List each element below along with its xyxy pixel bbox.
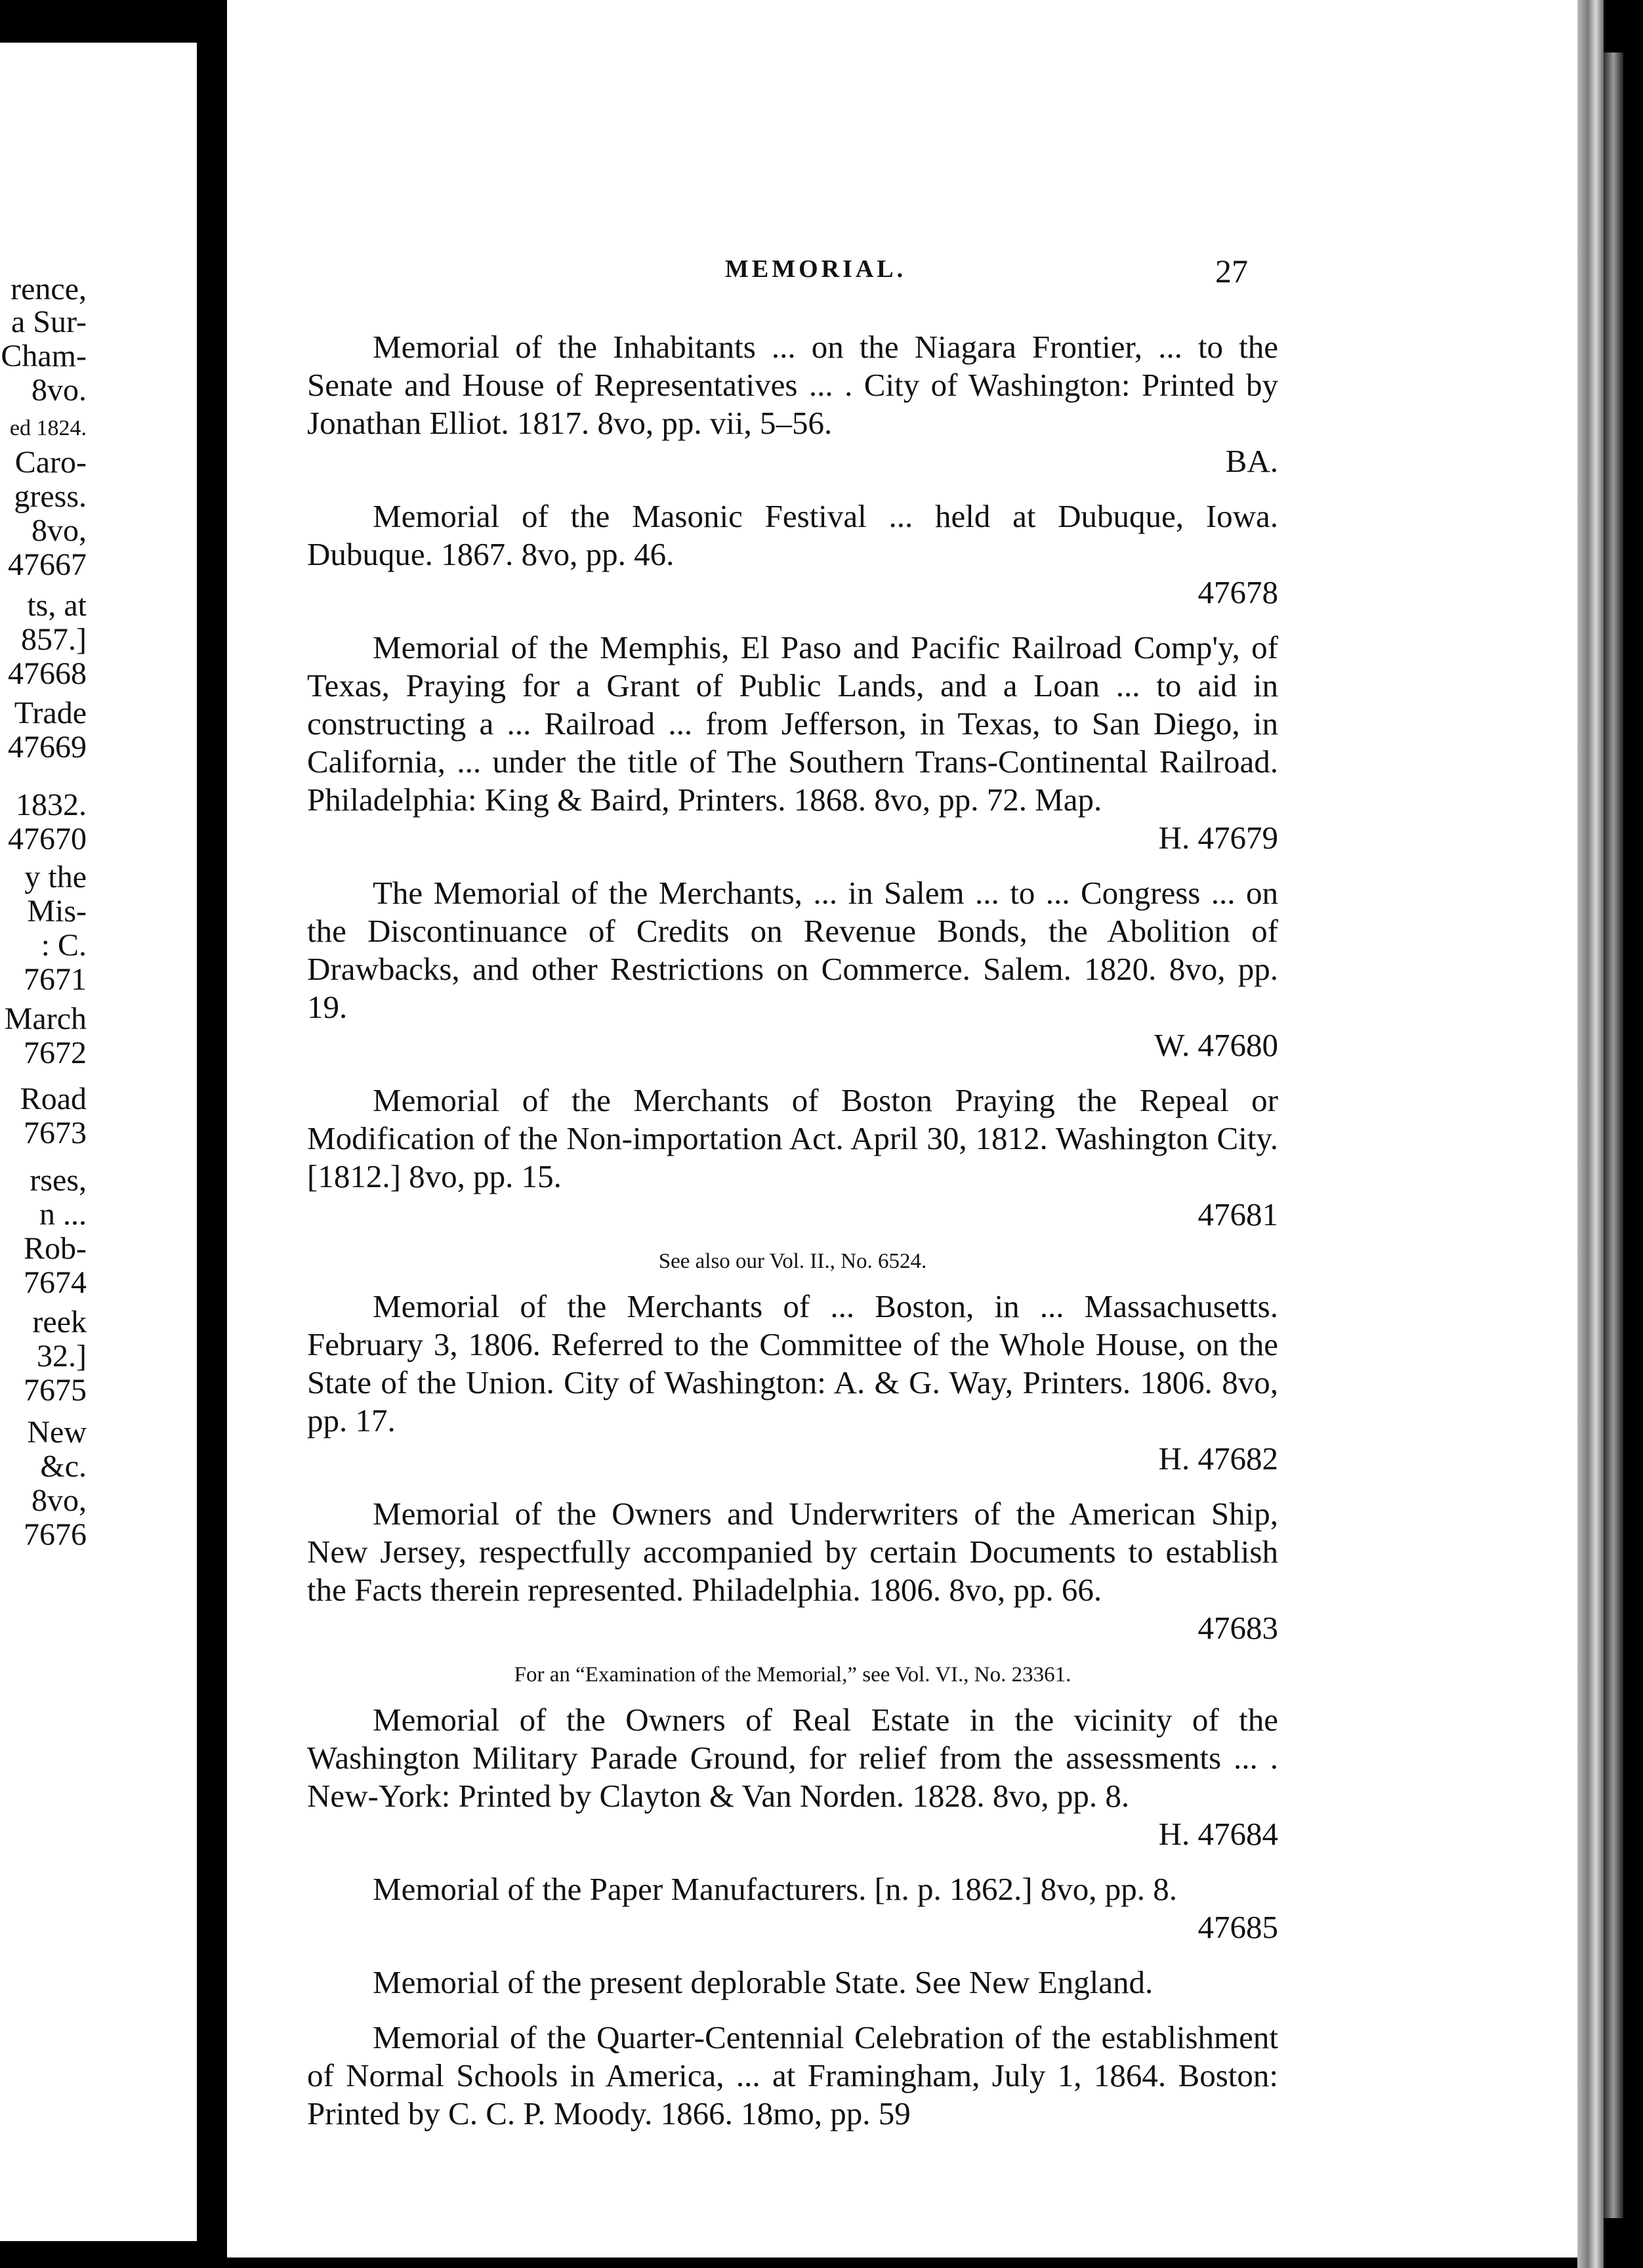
left-page-line: 8vo, bbox=[31, 513, 87, 548]
bibliography-entry bbox=[307, 1870, 1278, 1946]
left-page-line: &c. bbox=[40, 1449, 87, 1484]
entry-number: 47683 bbox=[1197, 1610, 1278, 1646]
entry-number: BA. bbox=[1225, 443, 1278, 479]
left-page-line: rence, bbox=[10, 272, 87, 306]
left-page-line: 47670 bbox=[8, 822, 87, 856]
left-page-line: Trade bbox=[14, 696, 87, 730]
left-page-line: 32.] bbox=[37, 1339, 87, 1374]
left-page-line: gress. bbox=[14, 479, 87, 514]
left-page-line: ed 1824. bbox=[9, 416, 87, 440]
left-page-line: reek bbox=[32, 1305, 87, 1339]
page-number: 27 bbox=[1215, 253, 1248, 289]
entry-note: See also our Vol. II., No. 6524. bbox=[658, 1250, 927, 1273]
left-page-line: 47667 bbox=[8, 547, 87, 582]
left-page-line: Rob- bbox=[24, 1231, 87, 1266]
bibliography-entry bbox=[307, 497, 1278, 612]
left-facing-page bbox=[0, 43, 197, 2241]
page-edge bbox=[1577, 0, 1604, 2268]
entry-text: Memorial of the Masonic Festival ... held at Dubuque, Iowa. Dubuque. 1867. 8vo, pp. 46. bbox=[307, 498, 1278, 572]
entry-number: H. 47684 bbox=[1158, 1816, 1278, 1852]
book-gutter bbox=[197, 0, 230, 2268]
entry-number: W. 47680 bbox=[1154, 1027, 1278, 1063]
entry-text: Memorial of the Owners and Underwriters of the American Ship, New Jersey, respectfully accompanied by certain Documents to establish the Facts therein represented. Philadelphia. 1806. 8vo, pp. 66. bbox=[307, 1496, 1278, 1608]
bibliography-entry bbox=[307, 1495, 1278, 1647]
entry-text: Memorial of the Owners of Real Estate in the vicinity of the Washington Military Parade Ground, for relief from the assessments ... . New-York: Printed by Clayton & Van Norden. 1828. 8vo, pp. 8. bbox=[307, 1702, 1278, 1814]
left-page-line: 7675 bbox=[24, 1373, 87, 1408]
entry-text: Memorial of the present deplorable State. See New England. bbox=[373, 1964, 1154, 2000]
left-page-line: New bbox=[27, 1415, 87, 1450]
left-page-line: 8vo, bbox=[31, 1483, 87, 1518]
entry-number: 47681 bbox=[1197, 1196, 1278, 1232]
left-page-line: 47669 bbox=[8, 730, 87, 765]
left-page-line: Caro- bbox=[14, 445, 87, 480]
bibliography-entry bbox=[307, 2019, 1278, 2133]
left-page-line: 7672 bbox=[24, 1036, 87, 1070]
left-page-line: Cham- bbox=[1, 339, 87, 373]
bibliography-entry bbox=[307, 629, 1278, 857]
left-page-line: 7674 bbox=[24, 1265, 87, 1300]
left-page-line: 47668 bbox=[8, 656, 87, 691]
bibliography-entry bbox=[307, 1082, 1278, 1234]
left-page-line: rses, bbox=[30, 1163, 87, 1198]
left-page-line: y the bbox=[24, 860, 87, 894]
left-page-line: 8vo. bbox=[31, 373, 87, 408]
entry-text: Memorial of the Quarter-Centennial Celebration of the establishment of Normal Schools in America, ... at Framingham, July 1, 1864. Boston: Printed by C. C. P. Moody. 1866. 18mo, pp. 59 bbox=[307, 2019, 1278, 2132]
left-page-line: ts, at bbox=[27, 588, 87, 623]
left-page-line: 7671 bbox=[24, 962, 87, 997]
bibliography-entry bbox=[307, 1701, 1278, 1853]
bibliography-entry bbox=[307, 1288, 1278, 1478]
entry-text: Memorial of the Inhabitants ... on the Niagara Frontier, ... to the Senate and House of Representatives ... . City of Washington: Printed by Jonathan Elliot. 1817. 8vo, pp. vii, 5–56. bbox=[307, 329, 1278, 441]
entries-column bbox=[307, 328, 1278, 2150]
entry-number: H. 47682 bbox=[1158, 1440, 1278, 1477]
entry-text: Memorial of the Memphis, El Paso and Pacific Railroad Comp'y, of Texas, Praying for a Grant of Public Lands, and a Loan ... to aid in constructing a ... Railroad ... from Jefferson, in Texas, to San Diego, in California, ... under the title of The Southern Trans-Continental Railroad. Philadelphia: King & Baird, Printers. 1868. 8vo, pp. 72. Map. bbox=[307, 629, 1278, 818]
left-page-line: n ... bbox=[39, 1197, 87, 1232]
bibliography-entry bbox=[307, 1964, 1278, 2002]
left-page-line: a Sur- bbox=[10, 304, 87, 339]
bibliography-entry bbox=[307, 328, 1278, 480]
left-page-line: 1832. bbox=[16, 788, 87, 822]
left-page-line: March bbox=[4, 1001, 87, 1036]
page-edge-shadow bbox=[1604, 52, 1623, 2218]
left-page-line: 857.] bbox=[21, 622, 87, 657]
left-page-line: 7673 bbox=[24, 1116, 87, 1150]
entry-text: The Memorial of the Merchants, ... in Salem ... to ... Congress ... on the Discontinuance of Credits on Revenue Bonds, the Abolition of Drawbacks, and other Restrictions on Commerce. Salem. 1820. 8vo, pp. 19. bbox=[307, 875, 1278, 1025]
left-page-line: 7676 bbox=[24, 1517, 87, 1552]
entry-number: H. 47679 bbox=[1158, 820, 1278, 856]
entry-text: Memorial of the Merchants of Boston Praying the Repeal or Modification of the Non-importation Act. April 30, 1812. Washington City. [1812.] 8vo, pp. 15. bbox=[307, 1082, 1278, 1194]
bibliography-entry bbox=[307, 874, 1278, 1064]
entry-text: Memorial of the Merchants of ... Boston, in ... Massachusetts. February 3, 1806. Referred to the Committee of the Whole House, on the State of the Union. City of Washington: A. & G. Way, Printers. 1806. 8vo, pp. 17. bbox=[307, 1288, 1278, 1438]
entry-note: For an “Examination of the Memorial,” see Vol. VI., No. 23361. bbox=[514, 1663, 1071, 1687]
entry-number: 47678 bbox=[1197, 574, 1278, 610]
left-page-line: : C. bbox=[41, 928, 87, 963]
running-head: MEMORIAL. bbox=[725, 255, 907, 283]
entry-text: Memorial of the Paper Manufacturers. [n. p. 1862.] 8vo, pp. 8. bbox=[373, 1871, 1178, 1907]
left-page-line: Road bbox=[20, 1082, 87, 1116]
entry-number: 47685 bbox=[1197, 1909, 1278, 1945]
left-page-line: Mis- bbox=[27, 894, 87, 929]
